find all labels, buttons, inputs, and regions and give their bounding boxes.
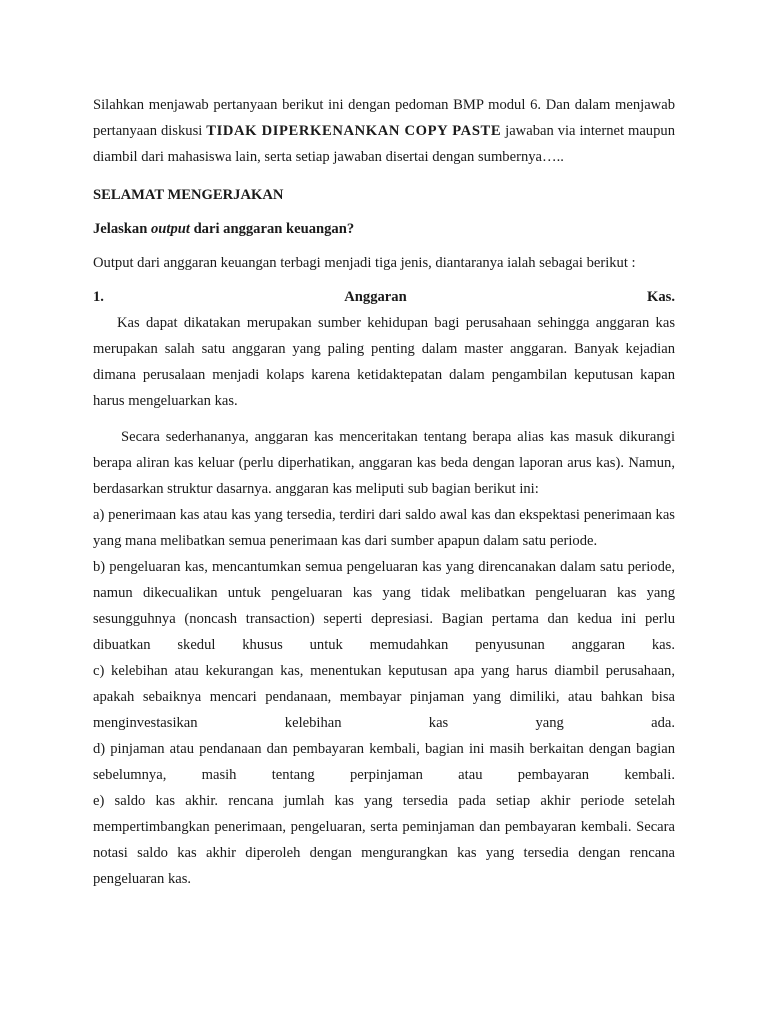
- intro-text-1: Silahkan menjawab pertanyaan berikut ini dengan pedoman BMP modul 6. Dan dalam menjawab pertanyaan diskusi: [93, 97, 675, 139]
- question-before: Jelaskan: [93, 221, 151, 237]
- list-item-c: c) kelebihan atau kekurangan kas, menentukan keputusan apa yang harus diambil perusahaan, apakah sebaiknya mencari pendanaan, membayar pinjaman yang dimiliki, atau bahkan bisa menginvestasikan kelebihan kas yang ada.: [93, 663, 675, 731]
- intro-paragraph: [93, 92, 675, 170]
- list-item-b: b) pengeluaran kas, mencantumkan semua pengeluaran kas yang direncanakan dalam satu periode, namun dikecualikan untuk pengeluaran kas yang tidak melibatkan pengeluaran kas yang sesungguhnya (noncash transaction) seperti depresiasi. Bagian pertama dan kedua ini perlu dibuatkan skedul khusus untuk memudahkan penyusunan anggaran kas.: [93, 559, 675, 653]
- paragraph-2: Secara sederhananya, anggaran kas menceritakan tentang berapa alias kas masuk dikurangi berapa aliran kas keluar (perlu diperhatikan, anggaran kas beda dengan laporan arus kas). Namun, berdasarkan struktur dasarnya. anggaran kas meliputi sub bagian berikut ini:: [93, 429, 675, 497]
- paragraph-1: Kas dapat dikatakan merupakan sumber kehidupan bagi perusahaan sehingga anggaran kas merupakan salah satu anggaran yang paling penting dalam master anggaran. Banyak kejadian dimana perusalaan menjadi kolaps karena ketidaktepatan dalam pengambilan keputusan kapan harus mengeluarkan kas.: [93, 315, 675, 409]
- document-body: [93, 92, 675, 892]
- section-1-title: [93, 284, 675, 310]
- section-1-title-word: Anggaran: [344, 289, 407, 305]
- list-item-e: e) saldo kas akhir. rencana jumlah kas yang tersedia pada setiap akhir periode setelah mempertimbangkan penerimaan, pengeluaran, serta peminjaman dan pembayaran kembali. Secara notasi saldo kas akhir diperoleh dengan mengurangkan kas yang tersedia dengan rencana pengeluaran kas.: [93, 793, 675, 887]
- question-after: dari anggaran keuangan?: [189, 221, 355, 237]
- answer-intro: Output dari anggaran keuangan terbagi menjadi tiga jenis, diantaranya ialah sebagai berikut :: [93, 255, 636, 271]
- intro-bold-warning: TIDAK DIPERKENANKAN COPY PASTE: [206, 123, 502, 139]
- question-italic: output: [150, 221, 190, 237]
- section-heading: SELAMAT MENGERJAKAN: [93, 187, 284, 203]
- question-text: [93, 216, 675, 242]
- list-item-a: a) penerimaan kas atau kas yang tersedia, terdiri dari saldo awal kas dan ekspektasi penerimaan kas yang mana melibatkan semua penerimaan kas dari sumber apapun dalam satu periode.: [93, 507, 675, 549]
- intro-text-2: jawaban via internet maupun diambil dari mahasiswa lain, serta setiap jawaban disertai dengan sumbernya…..: [93, 123, 675, 165]
- section-1-number: 1.: [93, 289, 104, 305]
- section-1-title-end: Kas.: [647, 289, 675, 305]
- list-item-d: d) pinjaman atau pendanaan dan pembayaran kembali, bagian ini masih berkaitan dengan bagian sebelumnya, masih tentang perpinjaman atau pembayaran kembali.: [93, 741, 675, 783]
